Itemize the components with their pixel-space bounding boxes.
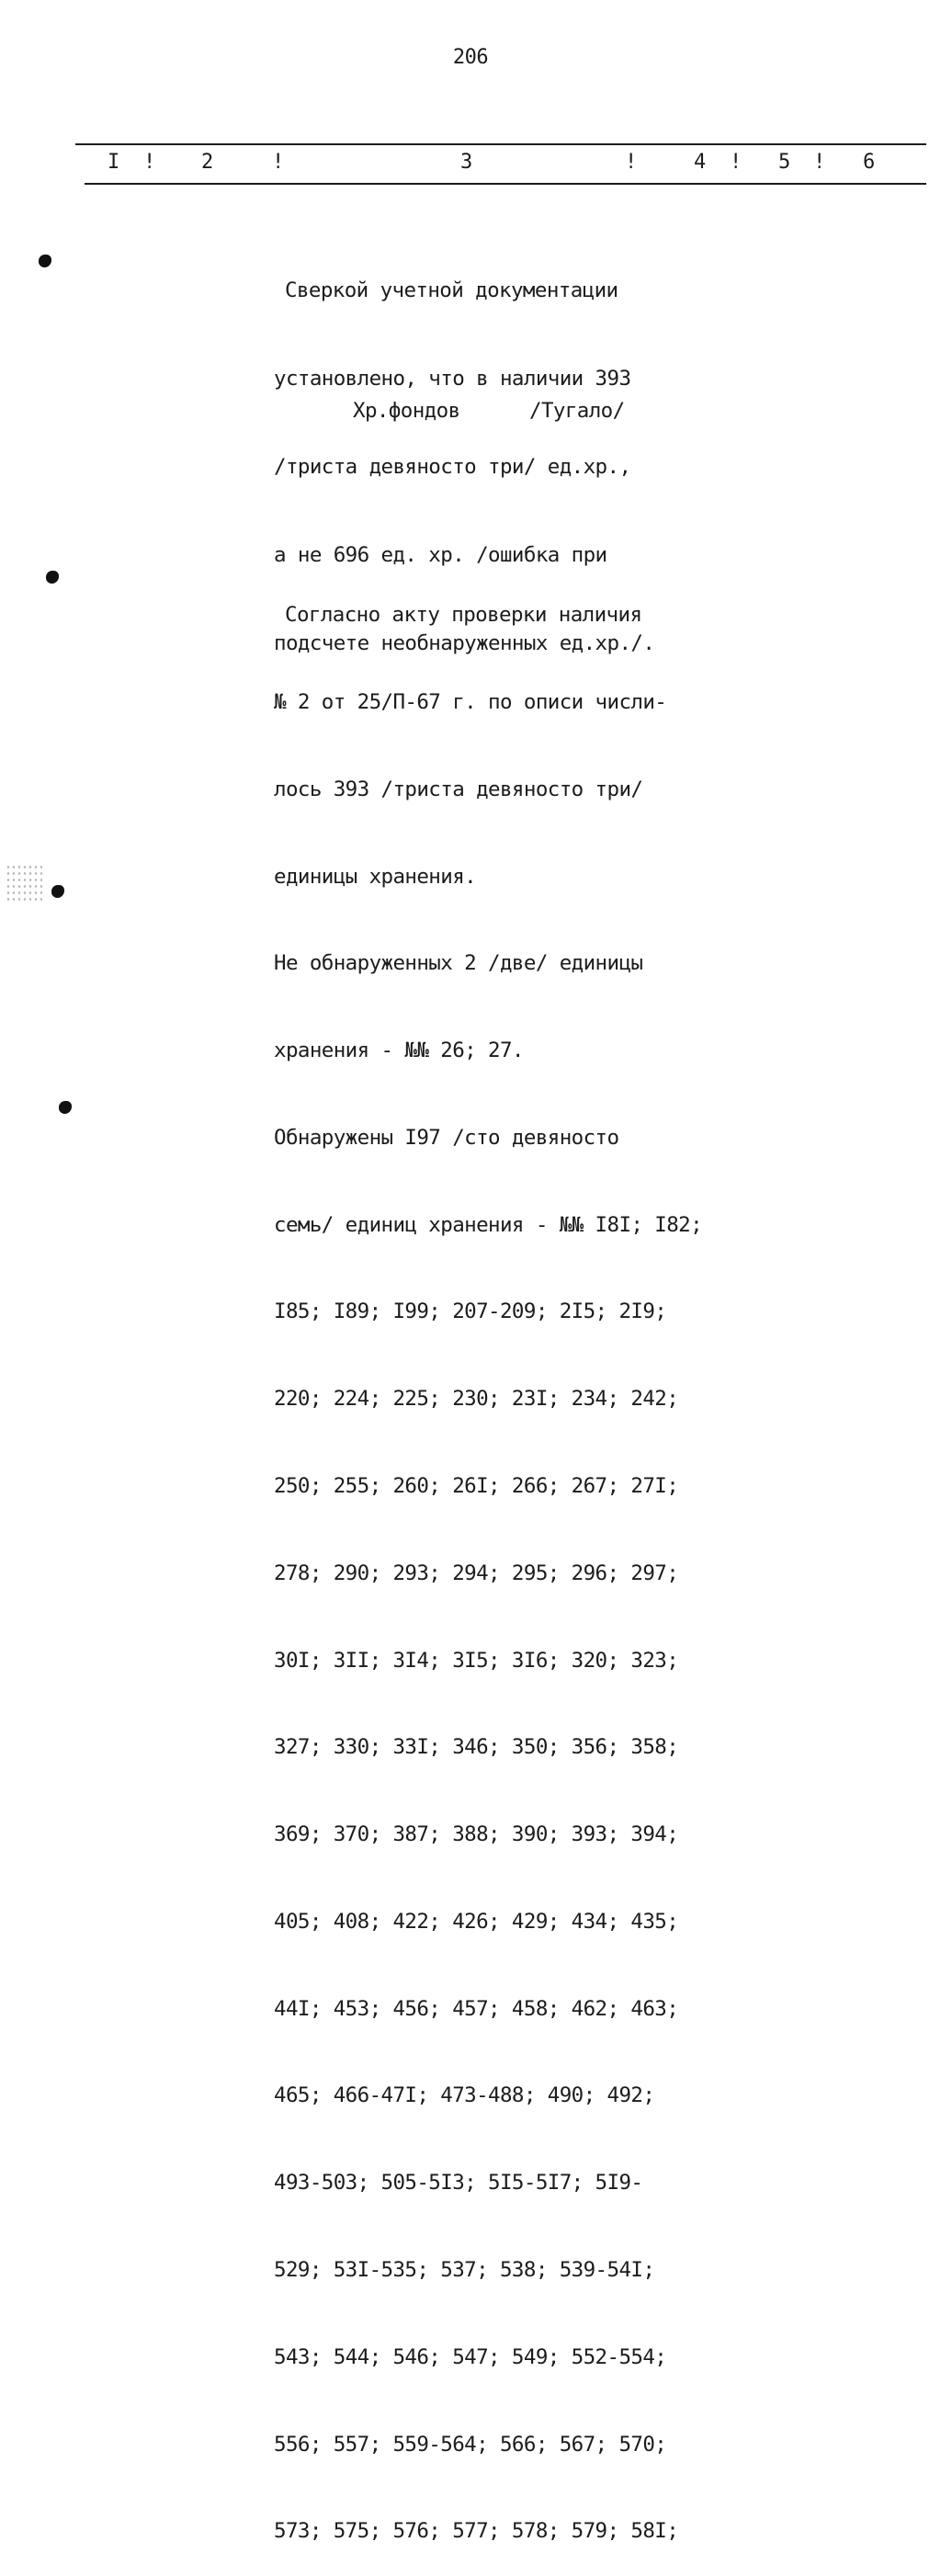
text-line: установлено, что в наличии 393 [274, 367, 631, 391]
page-number: 206 [452, 46, 489, 69]
text-line: Не обнаруженных 2 /две/ единицы [274, 951, 643, 976]
column-header-5: 5 [778, 151, 791, 174]
text-line: Согласно акту проверки наличия [285, 603, 642, 628]
binder-hole-mark [46, 571, 59, 584]
text-line: 30I; 3II; 3I4; 3I5; 3I6; 320; 323; [274, 1648, 679, 1673]
text-line: 220; 224; 225; 230; 23I; 234; 242; [274, 1387, 679, 1412]
column-separator: ! [730, 151, 743, 174]
text-line: 556; 557; 559-564; 566; 567; 570; [274, 2432, 667, 2457]
inspection-act-note [274, 543, 702, 2576]
column-separator: ! [625, 151, 638, 174]
text-line: подсчете необнаруженных ед.хр./. [274, 631, 655, 655]
text-line: 529; 53I-535; 537; 538; 539-54I; [274, 2258, 655, 2283]
text-line: 278; 290; 293; 294; 295; 296; 297; [274, 1560, 679, 1585]
column-header-2: 2 [201, 151, 214, 174]
binder-hole-mark [51, 885, 64, 898]
text-line: Сверкой учетной документации [285, 278, 618, 302]
binder-hole-mark [39, 255, 51, 267]
text-line: единицы хранения. [274, 864, 477, 889]
column-header-3: 3 [460, 151, 473, 174]
text-line: а не 696 ед. хр. /ошибка при [274, 543, 607, 567]
text-line: 405; 408; 422; 426; 429; 434; 435; [274, 1909, 679, 1934]
table-header-top-rule [75, 143, 926, 145]
column-separator: ! [272, 151, 285, 174]
column-header-1: I [108, 151, 120, 174]
text-line: Обнаружены I97 /сто девяносто [274, 1125, 619, 1150]
signatory-position: Хр.фондов [353, 399, 460, 423]
text-line: № 2 от 25/П-67 г. по описи числи- [274, 689, 667, 714]
text-line: 44I; 453; 456; 457; 458; 462; 463; [274, 1996, 679, 2021]
table-header-row [0, 151, 941, 175]
text-line: 543; 544; 546; 547; 549; 552-554; [274, 2344, 667, 2369]
binder-hole-mark [59, 1101, 72, 1114]
table-header-bottom-rule [85, 183, 926, 185]
text-line: 493-503; 505-5I3; 5I5-5I7; 5I9- [274, 2171, 643, 2196]
text-line: семь/ единиц хранения - №№ I8I; I82; [274, 1212, 703, 1237]
signature-line [0, 399, 941, 426]
text-line: /триста девяносто три/ ед.хр., [274, 455, 631, 479]
column-separator: ! [143, 151, 156, 174]
column-header-6: 6 [863, 151, 876, 174]
text-line: 465; 466-47I; 473-488; 490; 492; [274, 2083, 655, 2108]
text-line: 573; 575; 576; 577; 578; 579; 58I; [274, 2519, 679, 2544]
text-line: лось 393 /триста девяносто три/ [274, 777, 643, 801]
signatory-name: /Тугало/ [529, 399, 625, 423]
column-header-4: 4 [694, 151, 707, 174]
column-separator: ! [813, 151, 826, 174]
text-line: 327; 330; 33I; 346; 350; 356; 358; [274, 1735, 679, 1760]
text-line: 369; 370; 387; 388; 390; 393; 394; [274, 1822, 679, 1847]
scan-noise [6, 864, 42, 901]
text-line: 250; 255; 260; 26I; 266; 267; 27I; [274, 1474, 679, 1498]
text-line: хранения - №№ 26; 27. [274, 1038, 524, 1063]
text-line: I85; I89; I99; 207-209; 2I5; 2I9; [274, 1299, 667, 1324]
